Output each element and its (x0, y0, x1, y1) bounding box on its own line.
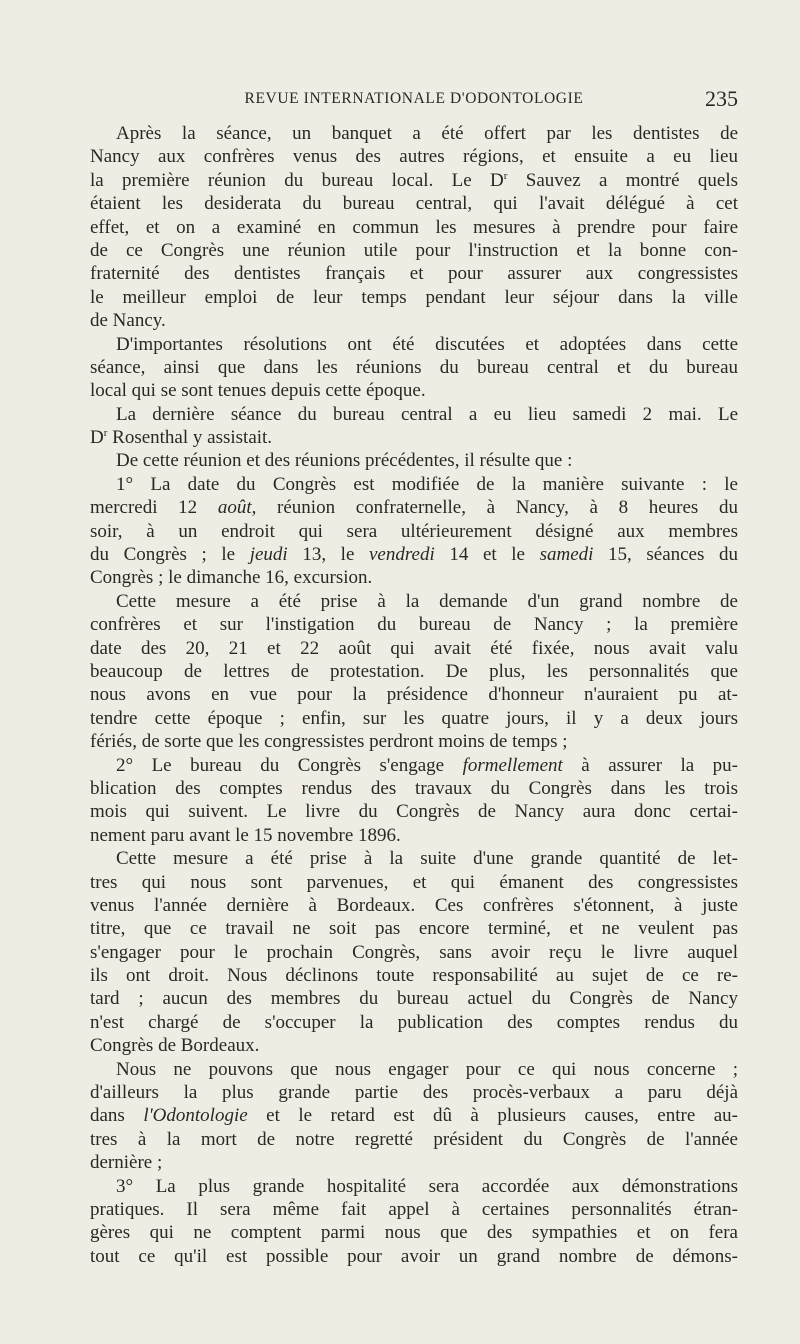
running-header (90, 86, 738, 112)
text-line: D'importantes résolutions ont été discutées et adoptées dans cette (116, 333, 738, 355)
text-line: blication des comptes rendus des travaux du Congrès dans les trois (90, 777, 738, 799)
text-line: ils ont droit. Nous déclinons toute responsabilité au sujet de ce re- (90, 965, 738, 987)
text-line: tard ; aucun des membres du bureau actuel du Congrès de Nancy (90, 988, 738, 1010)
text-line: beaucoup de lettres de protestation. De plus, les personnalités que (90, 660, 738, 682)
text-line: de ce Congrès une réunion utile pour l'instruction et la bonne con- (90, 239, 738, 261)
text-line: tres à la mort de notre regretté président du Congrès de l'année (90, 1128, 738, 1150)
text-line: titre, que ce travail ne soit pas encore terminé, et ne veulent pas (90, 918, 738, 940)
text-line: confrères et sur l'instigation du bureau de Nancy ; la première (90, 614, 738, 636)
text-line: dans l'Odontologie et le retard est dû à plusieurs causes, entre au- (90, 1105, 738, 1127)
text-line: gères qui ne comptent parmi nous que des sympathies et on fera (90, 1222, 738, 1244)
text-line: Congrès de Bordeaux. (90, 1035, 260, 1057)
text-line: Après la séance, un banquet a été offert par les dentistes de (116, 123, 738, 144)
text-line: Nancy aux confrères venus des autres régions, et ensuite a eu lieu (90, 146, 738, 168)
text-line: la première réunion du bureau local. Le $D^r$ Sauvez a montré quels (90, 169, 738, 191)
text-line: 3° La plus grande hospitalité sera accordée aux démonstrations (116, 1175, 738, 1197)
text-line: Congrès ; le dimanche 16, excursion. (90, 567, 373, 589)
text-line: le meilleur emploi de leur temps pendant leur séjour dans la ville (90, 286, 738, 308)
text-line: Nous ne pouvons que nous engager pour ce qui nous concerne ; (116, 1058, 738, 1080)
text-line: nous avons en vue pour la présidence d'honneur n'auraient pu at- (90, 684, 738, 706)
text-line: nement paru avant le 15 novembre 1896. (90, 824, 401, 846)
text-line: de Nancy. (90, 310, 166, 332)
text-line: n'est chargé de s'occuper la publication des comptes rendus du (90, 1011, 738, 1033)
text-line: effet, et on a examiné en commun les mesures à prendre pour faire (90, 216, 738, 238)
text-line: d'ailleurs la plus grande partie des procès-verbaux a paru déjà (90, 1082, 738, 1104)
text-line: mercredi 12 août, réunion confraternelle, à Nancy, à 8 heures du (90, 497, 738, 519)
text-line: soir, à un endroit qui sera ultérieurement désigné aux membres (90, 520, 738, 542)
text-line: venus l'année dernière à Bordeaux. Ces confrères s'étonnent, à juste (90, 894, 738, 916)
body-text (90, 122, 738, 1268)
text-line: s'engager pour le prochain Congrès, sans avoir reçu le livre auquel (90, 941, 738, 963)
text-line: dernière ; (90, 1152, 163, 1174)
text-line: pratiques. Il sera même fait appel à certaines personnalités étran- (90, 1198, 738, 1220)
text-line: tres qui nous sont parvenues, et qui émanent des congressistes (90, 871, 738, 893)
text-line: Cette mesure a été prise à la suite d'une grande quantité de let- (116, 848, 738, 870)
text-line: 2° Le bureau du Congrès s'engage formellement à assurer la pu- (116, 754, 738, 776)
page-number: 235 (705, 86, 738, 111)
text-line: du Congrès ; le jeudi 13, le vendredi 14 et le samedi 15, séances du (90, 544, 738, 566)
text-line: tout ce qu'il est possible pour avoir un grand nombre de démons- (90, 1245, 738, 1267)
text-line: $D^r$ Rosenthal y assistait. (90, 427, 273, 449)
text-line: séance, ainsi que dans les réunions du bureau central et du bureau (90, 356, 738, 378)
text-line: étaient les desiderata du bureau central, qui l'avait délégué à cet (90, 193, 738, 215)
text-line: mois qui suivent. Le livre du Congrès de Nancy aura donc certai- (90, 801, 738, 823)
text-line: La dernière séance du bureau central a eu lieu samedi 2 mai. Le (116, 403, 738, 425)
text-line: fériés, de sorte que les congressistes perdront moins de temps ; (90, 731, 568, 753)
text-line: De cette réunion et des réunions précédentes, il résulte que : (116, 450, 573, 472)
text-line: Cette mesure a été prise à la demande d'un grand nombre de (116, 590, 738, 612)
text-line: tendre cette époque ; enfin, sur les quatre jours, il y a deux jours (90, 707, 738, 729)
running-title: REVUE INTERNATIONALE D'ODONTOLOGIE (244, 90, 584, 107)
text-line: fraternité des dentistes français et pour assurer aux congressistes (90, 263, 738, 285)
text-line: 1° La date du Congrès est modifiée de la manière suivante : le (116, 473, 738, 495)
text-line: local qui se sont tenues depuis cette époque. (90, 380, 426, 402)
text-line: date des 20, 21 et 22 août qui avait été fixée, nous avait valu (90, 637, 738, 659)
